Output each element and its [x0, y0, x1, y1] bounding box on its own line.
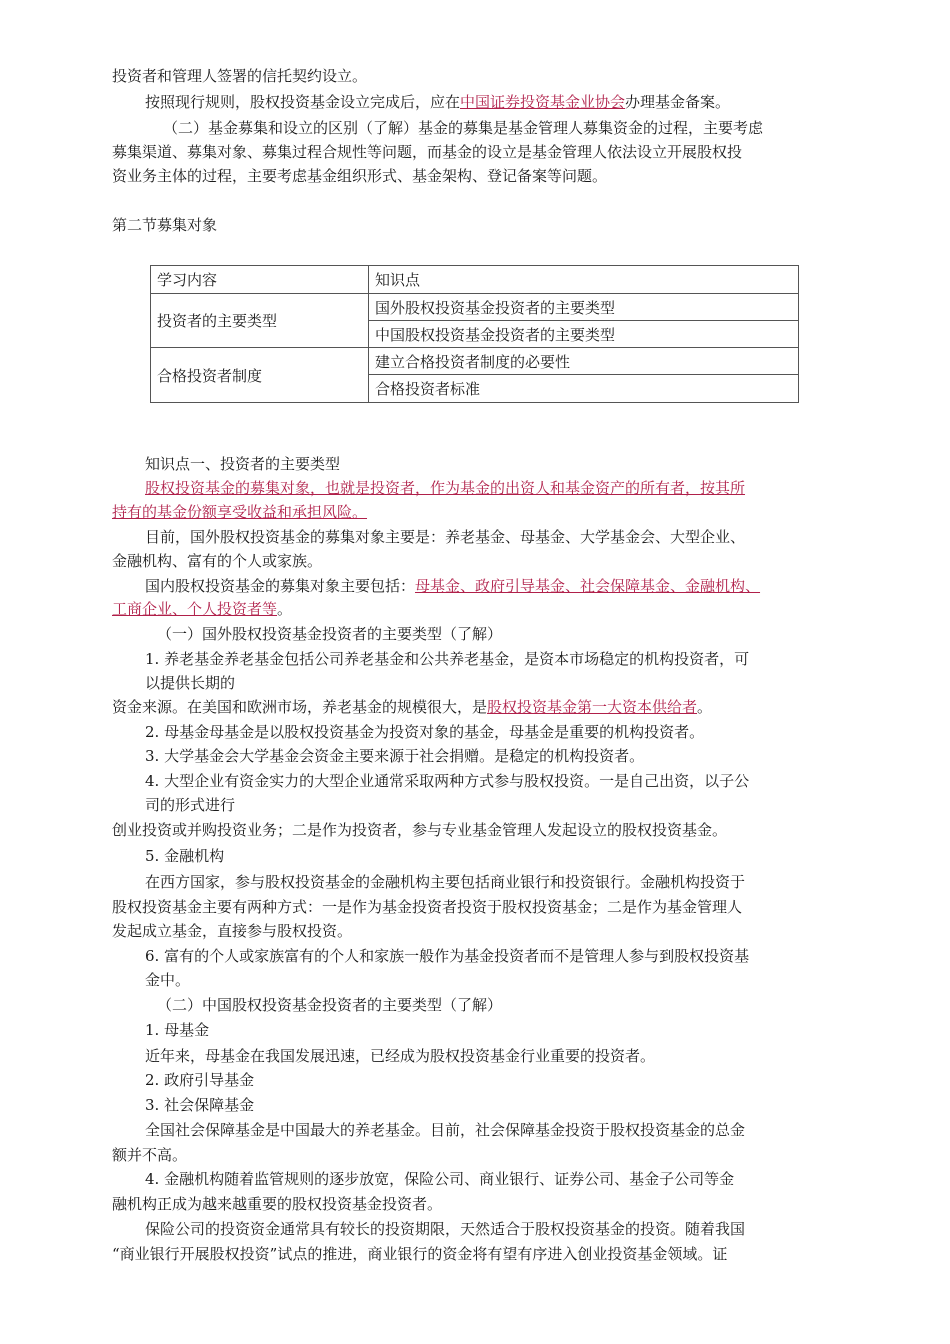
table-cell-point: 国外股权投资基金投资者的主要类型: [369, 294, 799, 321]
highlighted-text: 工商企业、个人投资者等: [112, 600, 278, 618]
list-item: 4. 大型企业有资金实力的大型企业通常采取两种方式参与股权投资。一是自己出资，以子公: [145, 772, 750, 790]
paragraph-line: 国内股权投资基金的募集对象主要包括：母基金、政府引导基金、社会保障基金、金融机构、: [145, 577, 761, 595]
list-item: 3. 大学基金会大学基金会资金主要来源于社会捐赠。是稳定的机构投资者。: [145, 747, 645, 765]
paragraph-line: 募集渠道、募集对象、募集过程合规性等问题，而基金的设立是基金管理人依法设立开展股权投: [112, 143, 743, 161]
list-item: 以提供长期的: [145, 674, 236, 692]
table-cell-point: 合格投资者标准: [369, 375, 799, 403]
paragraph-line: 股权投资基金主要有两种方式：一是作为基金投资者投资于股权投资基金；二是作为基金管理人: [112, 898, 743, 916]
table-cell-point: 中国股权投资基金投资者的主要类型: [369, 321, 799, 348]
subsection-title: （一）国外股权投资基金投资者的主要类型（了解）: [157, 625, 503, 643]
paragraph-line: 额并不高。: [112, 1146, 188, 1164]
list-item: 1. 母基金: [145, 1021, 210, 1039]
highlighted-text: 持有的基金份额享受收益和承担风险。: [112, 503, 368, 521]
list-item: 4. 金融机构随着监管规则的逐步放宽，保险公司、商业银行、证券公司、基金子公司等金: [145, 1170, 735, 1188]
paragraph-line: 全国社会保障基金是中国最大的养老基金。目前，社会保障基金投资于股权投资基金的总金: [145, 1121, 746, 1139]
paragraph-line: （二）基金募集和设立的区别（了解）基金的募集是基金管理人募集资金的过程，主要考虑: [163, 119, 764, 137]
knowledge-point-title: 知识点一、投资者的主要类型: [145, 455, 341, 473]
paragraph-line: 投资者和管理人签署的信托契约设立。: [112, 67, 368, 85]
list-item: 6. 富有的个人或家族富有的个人和家族一般作为基金投资者而不是管理人参与到股权投资基: [145, 947, 750, 965]
list-item: 5. 金融机构: [145, 847, 225, 865]
table-cell-point: 建立合格投资者制度的必要性: [369, 348, 799, 375]
paragraph-line: 资业务主体的过程，主要考虑基金组织形式、基金架构、登记备案等问题。: [112, 167, 608, 185]
table-header: 知识点: [369, 266, 799, 294]
list-item: 1. 养老基金养老基金包括公司养老基金和公共养老基金，是资本市场稳定的机构投资者，可: [145, 650, 750, 668]
list-item: 3. 社会保障基金: [145, 1096, 255, 1114]
highlighted-text: 母基金、政府引导基金、社会保障基金、金融机构、: [415, 577, 761, 595]
highlighted-text: 中国证券投资基金业协会: [460, 93, 626, 111]
table-cell-topic: 合格投资者制度: [151, 348, 369, 403]
list-item: 司的形式进行: [145, 796, 236, 814]
paragraph-line: 近年来，母基金在我国发展迅速，已经成为股权投资基金行业重要的投资者。: [145, 1047, 656, 1065]
list-item: 金中。: [145, 971, 191, 989]
paragraph-line: 发起成立基金，直接参与股权投资。: [112, 922, 353, 940]
section-title: 第二节募集对象: [112, 216, 218, 234]
table-header: 学习内容: [151, 266, 369, 294]
list-item: 资金来源。在美国和欧洲市场，养老基金的规模很大，是股权投资基金第一大资本供给者。: [112, 698, 713, 716]
list-item: 创业投资或并购投资业务；二是作为投资者，参与专业基金管理人发起设立的股权投资基金。: [112, 821, 728, 839]
paragraph-line: 目前，国外股权投资基金的募集对象主要是：养老基金、母基金、大学基金会、大型企业、: [145, 528, 746, 546]
paragraph-line: 在西方国家，参与股权投资基金的金融机构主要包括商业银行和投资银行。金融机构投资于: [145, 873, 746, 891]
list-item: 2. 母基金母基金是以股权投资基金为投资对象的基金，母基金是重要的机构投资者。: [145, 723, 705, 741]
paragraph-line: “商业银行开展股权投资”试点的推进，商业银行的资金将有望有序进入创业投资基金领域。证: [112, 1245, 728, 1263]
outline-table: [150, 265, 799, 403]
list-item: 2. 政府引导基金: [145, 1071, 255, 1089]
subsection-title: （二）中国股权投资基金投资者的主要类型（了解）: [157, 996, 503, 1014]
highlighted-text: 股权投资基金第一大资本供给者: [487, 698, 698, 716]
paragraph-line: 金融机构、富有的个人或家族。: [112, 552, 323, 570]
paragraph-line: 保险公司的投资资金通常具有较长的投资期限，天然适合于股权投资基金的投资。随着我国: [145, 1220, 746, 1238]
table-cell-topic: 投资者的主要类型: [151, 294, 369, 348]
paragraph-line: 工商企业、个人投资者等。: [112, 600, 293, 618]
list-item: 融机构正成为越来越重要的股权投资基金投资者。: [112, 1195, 443, 1213]
highlighted-text: 股权投资基金的募集对象，也就是投资者，作为基金的出资人和基金资产的所有者，按其所: [145, 479, 746, 497]
paragraph-line: 按照现行规则，股权投资基金设立完成后，应在中国证券投资基金业协会办理基金备案。: [145, 93, 731, 111]
